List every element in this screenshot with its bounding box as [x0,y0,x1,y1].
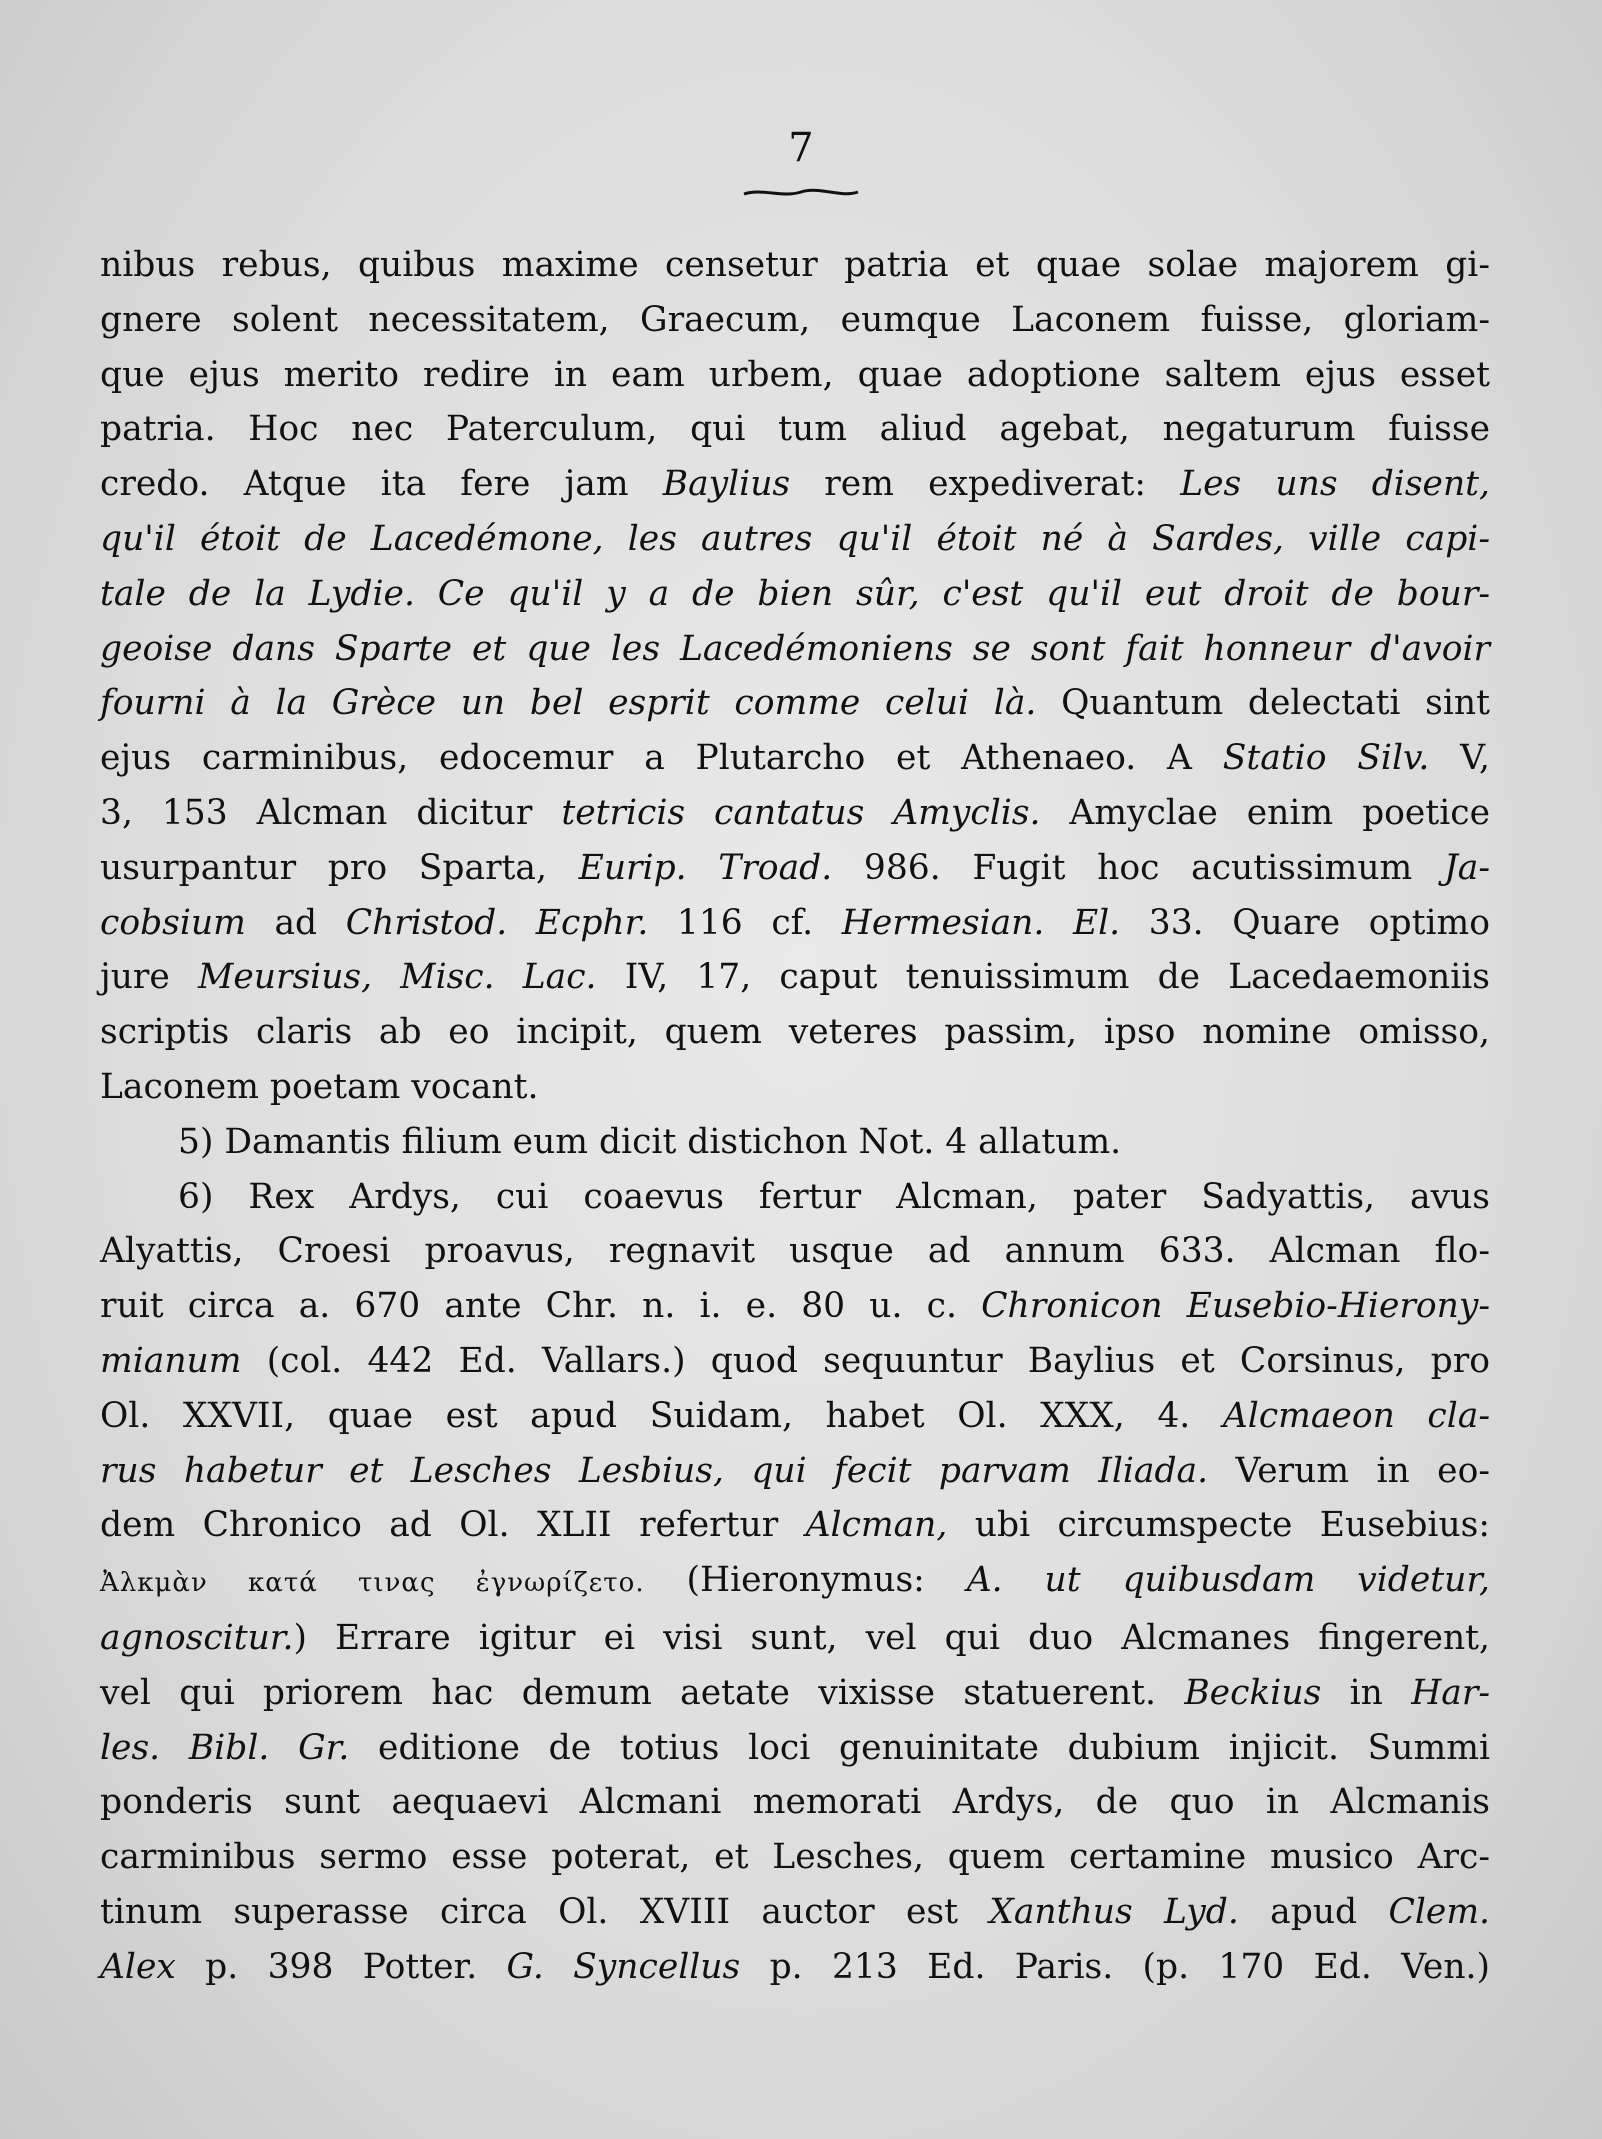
text-segment: ad [245,902,346,943]
text-line [100,786,1490,841]
text-segment: ) Errare igitur ei visi sunt, vel qui duo Alcmanes fingerent, [293,1617,1490,1658]
text-segment: Laconem poetam vocant. [100,1066,539,1107]
text-segment: 33. Quare optimo [1120,902,1491,943]
text-line [100,896,1490,951]
italic-citation: Xanthus Lyd. [989,1891,1239,1932]
italic-citation: Baylius [662,464,791,505]
text-segment: credo. Atque ita fere jam [100,464,663,505]
text-segment: Alyattis, Croesi proavus, regnavit usque ad annum 633. Alcman flo- [100,1231,1490,1272]
italic-citation: agnoscitur. [100,1617,294,1658]
italic-citation: Beckius [1184,1672,1322,1713]
text-segment: in [1321,1672,1412,1713]
text-segment: ponderis sunt aequaevi Alcmani memorati Ardys, de quo in Alcmanis [100,1782,1490,1823]
greek-quotation: Ἀλκμὰν κατά τινας ἐγνωρίζετο. [100,1568,645,1599]
text-segment: Ol. XXVII, quae est apud Suidam, habet Ol. XXX, 4. [100,1395,1223,1436]
text-segment: nibus rebus, quibus maxime censetur patria et quae solae majorem gi- [100,245,1490,285]
text-segment: p. 213 Ed. Paris. (p. 170 Ed. Ven.) [740,1946,1490,1987]
text-segment: Verum in eo- [1208,1450,1490,1491]
italic-citation: mianum [100,1340,242,1381]
text-segment: (Hieronymus: [644,1560,967,1601]
text-segment: Amyclae enim poetice [1040,792,1490,833]
text-line [100,567,1490,622]
text-segment: ejus carminibus, edocemur a Plutarcho et Athenaeo. A [100,738,1223,779]
text-line [100,841,1490,896]
text-segment: 5) Damantis filium eum dicit distichon Not. 4 allatum. [178,1121,1122,1162]
text-segment: 116 cf. [648,902,842,943]
text-line [100,1498,1490,1553]
italic-citation: A. ut quibusdam videtur, [966,1560,1491,1601]
text-line [100,1611,1490,1666]
page-number-ornament [742,186,860,200]
italic-citation: qu'il étoit de Lacedémone, les autres qu'il étoit né à Sardes, ville capi- [100,518,1490,559]
body-text [100,238,1490,1995]
italic-citation: Christod. Ecphr. [345,902,649,943]
text-segment: que ejus merito redire in eam urbem, quae adoptione saltem ejus esset [100,354,1490,395]
text-segment: usurpantur pro Sparta, [100,847,579,888]
italic-citation: geoise dans Sparte et que les Lacedémoniens se sont fait honneur d'avoir [100,628,1490,669]
text-segment: Quantum delectati sint [1036,683,1490,724]
text-line [100,1553,1490,1611]
italic-citation: rus habetur et Lesches Lesbius, qui fecit parvam Iliada. [100,1450,1209,1491]
text-line [100,622,1490,677]
italic-citation: Hermesian. El. [841,902,1121,943]
text-segment: jure [100,957,198,998]
text-segment: V, [1429,738,1490,779]
text-line [100,402,1490,457]
text-line [100,1940,1490,1995]
italic-citation: Chronicon Eusebio-Hierony- [981,1286,1490,1327]
text-segment: gnere solent necessitatem, Graecum, eumque Laconem fuisse, gloriam- [100,299,1490,340]
text-line [100,1334,1490,1389]
text-line [100,676,1490,731]
text-segment: tinum superasse circa Ol. XVIII auctor est [100,1891,990,1932]
text-segment: rem expediverat: [790,464,1181,505]
italic-citation: Clem. [1388,1891,1490,1932]
text-segment: apud [1238,1891,1389,1932]
text-segment: 6) Rex Ardys, cui coaevus fertur Alcman, pater Sadyattis, avus [178,1176,1490,1217]
text-segment: patria. Hoc nec Paterculum, qui tum aliud agebat, negaturum fuisse [100,409,1490,450]
text-segment: p. 398 Potter. [175,1946,507,1987]
italic-citation: Les uns disent, [1180,464,1490,505]
text-line [100,293,1490,348]
text-line [100,1444,1490,1499]
text-line [100,457,1490,512]
text-line [100,1224,1490,1279]
text-line [100,950,1490,1005]
italic-citation: Meursius, Misc. Lac. [198,957,597,998]
text-line [100,1005,1490,1060]
text-line [100,512,1490,567]
text-line [100,238,1490,293]
text-line [100,348,1490,403]
italic-citation: Ja- [1443,847,1491,888]
text-segment: scriptis claris ab eo incipit, quem veteres passim, ipso nomine omisso, [100,1012,1490,1053]
text-line [100,1060,1490,1115]
italic-citation: Statio Silv. [1222,738,1430,779]
italic-citation: Alcmaeon cla- [1222,1395,1491,1436]
text-segment: 3, 153 Alcman dicitur [100,792,562,833]
text-segment: IV, 17, caput tenuissimum de Lacedaemoniis [596,957,1491,998]
text-line [100,1775,1490,1830]
text-line [100,1830,1490,1885]
italic-citation: Alcman, [805,1505,948,1546]
italic-citation: Eurip. Troad. [578,847,833,888]
italic-citation: G. Syncellus [506,1946,741,1987]
italic-citation: cobsium [100,902,246,943]
text-line [100,1279,1490,1334]
text-line [100,731,1490,786]
italic-citation: Har- [1411,1672,1491,1713]
italic-citation: tale de la Lydie. Ce qu'il y a de bien sûr, c'est qu'il eut droit de bour- [100,573,1490,614]
italic-citation: tetricis cantatus Amyclis. [561,792,1041,833]
text-segment: 986. Fugit hoc acutissimum [832,847,1444,888]
text-line [100,1666,1490,1721]
italic-citation: les. Bibl. Gr. [100,1727,350,1768]
page-number: 7 [788,125,814,171]
text-segment: ruit circa a. 670 ante Chr. n. i. e. 80 u. c. [100,1286,982,1327]
text-line [100,1389,1490,1444]
text-line [100,1170,1490,1225]
text-line [100,1885,1490,1940]
text-line [100,1721,1490,1776]
text-segment: (col. 442 Ed. Vallars.) quod sequuntur Baylius et Corsinus, pro [241,1340,1490,1381]
text-segment: vel qui priorem hac demum aetate vixisse statuerent. [100,1672,1185,1713]
italic-citation: fourni à la Grèce un bel esprit comme celui là. [100,683,1037,724]
text-segment: dem Chronico ad Ol. XLII refertur [100,1505,806,1546]
text-line [100,1115,1490,1170]
text-segment: editione de totius loci genuinitate dubium injicit. Summi [349,1727,1490,1768]
text-segment: ubi circumspecte Eusebius: [947,1505,1490,1546]
italic-citation: Alex [100,1946,176,1987]
text-segment: carminibus sermo esse poterat, et Lesches, quem certamine musico Arc- [100,1837,1490,1878]
